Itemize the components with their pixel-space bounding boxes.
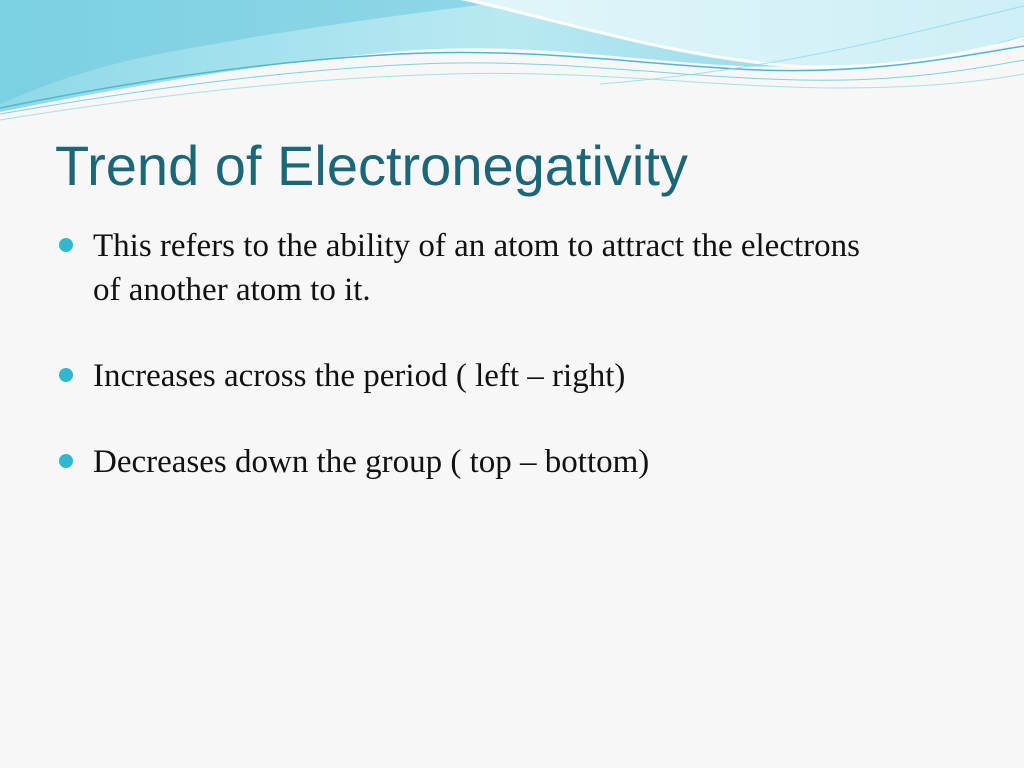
bullet-text: This refers to the ability of an atom to attract the electrons of another atom to it. bbox=[93, 228, 860, 308]
bullet-dot-icon bbox=[59, 454, 73, 468]
bullet-dot-icon bbox=[59, 368, 73, 382]
bullet-item bbox=[58, 354, 888, 398]
slide-title: Trend of Electronegativity bbox=[55, 134, 688, 197]
bullet-list bbox=[58, 224, 888, 484]
bullet-text: Increases across the period ( left – right) bbox=[93, 358, 626, 394]
bullet-item bbox=[58, 440, 888, 484]
bullet-text: Decreases down the group ( top – bottom) bbox=[93, 444, 650, 480]
bullet-dot-icon bbox=[59, 238, 73, 252]
bullet-item bbox=[58, 224, 888, 312]
header-wave-decoration bbox=[0, 0, 1024, 130]
